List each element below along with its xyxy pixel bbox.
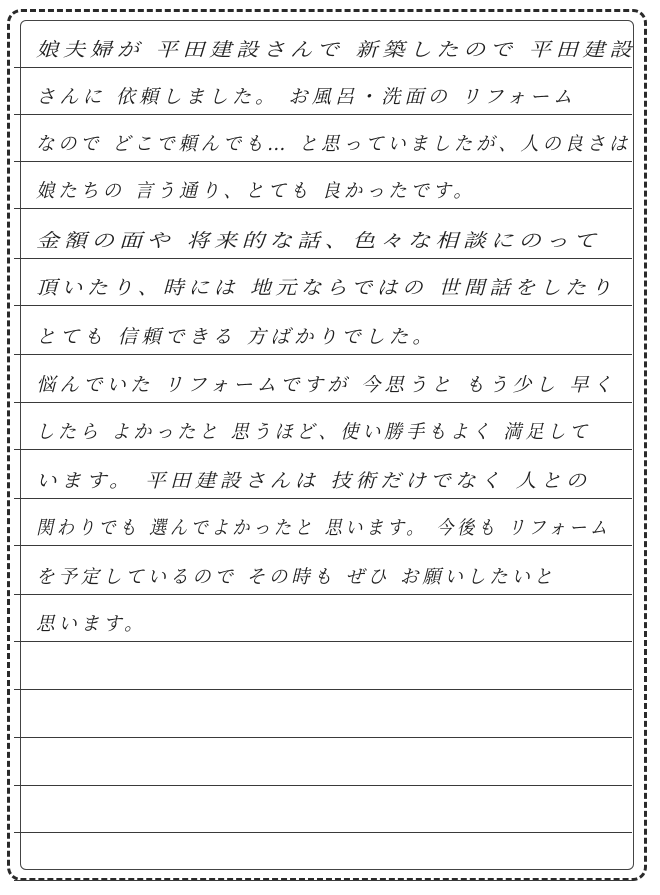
handwritten-line-text: 頂いたり、時には 地元ならではの 世間話をしたり: [36, 277, 616, 299]
handwritten-line-text: 悩んでいた リフォームですが 今思うと もう少し 早く: [36, 374, 617, 396]
handwritten-line-text: 思います。: [36, 613, 147, 635]
ruled-line: [14, 785, 632, 833]
ruled-line: [14, 498, 632, 546]
handwritten-line-text: います。 平田建設さんは 技術だけでなく 人との: [36, 470, 591, 492]
ruled-line: [14, 161, 632, 209]
handwritten-line-text: したら よかったと 思うほど、使い勝手もよく 満足して: [36, 421, 592, 443]
handwritten-line-text: 娘夫婦が 平田建設さんで 新築したので 平田建設: [36, 39, 637, 61]
ruled-line: [14, 20, 637, 68]
ruled-line: [14, 833, 632, 881]
ruled-line: [14, 258, 632, 306]
ruled-line: [14, 67, 632, 115]
handwritten-line-text: 娘たちの 言う通り、とても 良かったです。: [36, 180, 476, 202]
ruled-line: [14, 594, 632, 642]
ruled-line: [14, 211, 632, 259]
ruled-line: [14, 547, 632, 595]
ruled-line: [14, 355, 632, 403]
handwritten-line-text: 金額の面や 将来的な話、色々な相談にのって: [36, 230, 601, 252]
ruled-line: [14, 690, 632, 738]
ruled-line: [14, 114, 632, 162]
handwritten-line-text: とても 信頼できる 方ばかりでした。: [36, 326, 437, 348]
ruled-line: [14, 642, 632, 690]
ruled-line: [14, 451, 632, 499]
handwritten-line-text: さんに 依頼しました。 お風呂・洗面の リフォーム: [36, 86, 577, 108]
handwritten-line-text: なので どこで頼んでも… と思っていましたが、人の良さは: [36, 133, 632, 155]
ruled-line: [14, 402, 632, 450]
ruled-line: [14, 738, 632, 786]
handwritten-line-text: を予定しているので その時も ぜひ お願いしたいと: [36, 566, 557, 588]
ruled-line: [14, 307, 632, 355]
handwritten-line-text: 関わりでも 選んでよかったと 思います。 今後も リフォーム: [36, 517, 611, 539]
